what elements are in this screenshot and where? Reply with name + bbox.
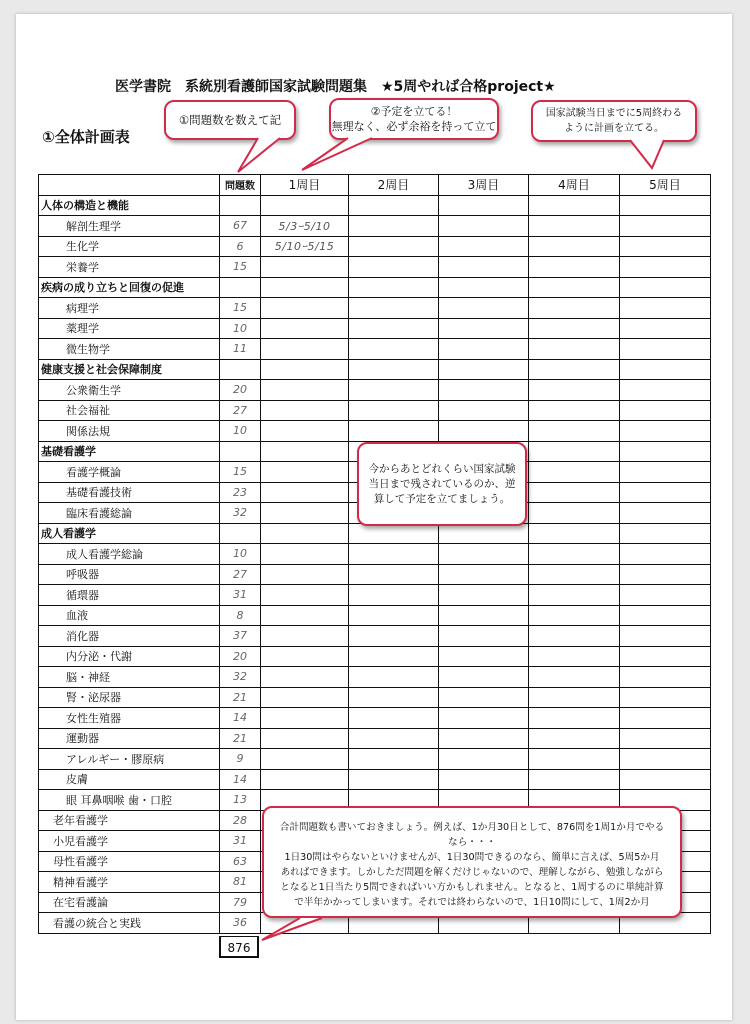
question-count-cell: 10	[220, 544, 261, 565]
subject-label: 腎・泌尿器	[39, 687, 220, 708]
subject-label: 公衆衛生学	[39, 380, 220, 401]
subject-label: 臨床看護総論	[39, 503, 220, 524]
question-count-cell: 28	[220, 810, 261, 831]
question-count-cell: 37	[220, 626, 261, 647]
question-count-cell: 36	[220, 913, 261, 934]
question-count-cell: 15	[220, 257, 261, 278]
question-count-cell: 15	[220, 298, 261, 319]
round4-header: 4周目	[529, 175, 620, 196]
callout-total-line4: あればできます。しかしただ問題を解くだけじゃないので、理解しながら、勉強しながら	[280, 867, 664, 878]
callout-count-text: ①問題数を数えて記	[178, 113, 282, 127]
question-count-cell: 10	[220, 421, 261, 442]
question-count-cell: 21	[220, 728, 261, 749]
question-count-cell: 15	[220, 462, 261, 483]
question-count-cell: 11	[220, 339, 261, 360]
callout-reverse-line1: 今からあとどれくらい国家試験	[368, 463, 516, 475]
round1-cell: 5/10ｰ5/15	[261, 236, 349, 257]
subject-label: 栄養学	[39, 257, 220, 278]
callout-reverse-line3: 算して予定を立てましょう。	[373, 493, 511, 505]
category-label: 疾病の成り立ちと回復の促進	[39, 277, 220, 298]
subject-label: 精神看護学	[39, 872, 220, 893]
question-count-cell: 23	[220, 482, 261, 503]
subject-label: 内分泌・代謝	[39, 646, 220, 667]
question-count-cell: 27	[220, 400, 261, 421]
subject-label: 脳・神経	[39, 667, 220, 688]
question-count-cell: 21	[220, 687, 261, 708]
round5-header: 5周目	[620, 175, 711, 196]
subject-label: 在宅看護論	[39, 892, 220, 913]
question-count-cell: 14	[220, 769, 261, 790]
subject-label: 関係法規	[39, 421, 220, 442]
subject-label: 病理学	[39, 298, 220, 319]
round2-header: 2周目	[349, 175, 439, 196]
document-title: 医学書院 系統別看護師国家試験問題集 ★5周やれば合格project★	[115, 79, 556, 95]
question-count-cell: 13	[220, 790, 261, 811]
subject-label: 消化器	[39, 626, 220, 647]
count-header: 問題数	[220, 175, 261, 196]
subject-label: 老年看護学	[39, 810, 220, 831]
subject-label: 基礎看護技術	[39, 482, 220, 503]
subject-label: 皮膚	[39, 769, 220, 790]
subject-label: 生化学	[39, 236, 220, 257]
callout-total-line1: 合計問題数も書いておきましょう。例えば、1か月30日として、876問を1周1か月でやる	[279, 822, 665, 833]
question-count-cell: 63	[220, 851, 261, 872]
round3-header: 3周目	[439, 175, 529, 196]
callout-total-line5: となると1日当たり5問できればいい方かもしれません。となると、1周するのに単純計算	[280, 882, 664, 893]
subject-label: 呼吸器	[39, 564, 220, 585]
callout-exam-line2: ように計画を立てる。	[564, 123, 664, 134]
callout-reverse-line2: 当日まで残されているのか、逆	[368, 478, 516, 490]
subject-label: 循環器	[39, 585, 220, 606]
total-count: 876	[219, 936, 259, 958]
question-count-cell: 67	[220, 216, 261, 237]
category-label: 成人看護学	[39, 523, 220, 544]
subject-label: 血液	[39, 605, 220, 626]
question-count-cell: 20	[220, 646, 261, 667]
subject-label: 看護学概論	[39, 462, 220, 483]
callout-total-line6: で半年かかってしまいます。それでは終わらないので、1日10問にして、1周2か月	[294, 897, 650, 908]
callout-schedule-line1: ②予定を立てる！	[370, 105, 458, 118]
callout-schedule-line2: 無理なく、必ず余裕を持って立て	[331, 120, 497, 133]
question-count-cell: 31	[220, 831, 261, 852]
subject-label: 小児看護学	[39, 831, 220, 852]
question-count-cell: 20	[220, 380, 261, 401]
subject-label: 女性生殖器	[39, 708, 220, 729]
subject-label: 成人看護学総論	[39, 544, 220, 565]
subject-label: 解剖生理学	[39, 216, 220, 237]
subject-label: 母性看護学	[39, 851, 220, 872]
round1-cell: 5/3ｰ5/10	[261, 216, 349, 237]
question-count-cell: 32	[220, 503, 261, 524]
subject-label: アレルギー・膠原病	[39, 749, 220, 770]
subject-label: 眼 耳鼻咽喉 歯・口腔	[39, 790, 220, 811]
question-count-cell: 27	[220, 564, 261, 585]
callout-exam-line1: 国家試験当日までに5周終わる	[545, 108, 683, 119]
question-count-cell: 31	[220, 585, 261, 606]
question-count-cell: 32	[220, 667, 261, 688]
subject-label: 看護の統合と実践	[39, 913, 220, 934]
question-count-cell: 8	[220, 605, 261, 626]
callout-total-line3: 1日30問はやらないといけませんが、1日30問できるのなら、簡単に言えば、5周5か月	[284, 852, 660, 863]
round1-header: 1周目	[261, 175, 349, 196]
subject-label: 社会福祉	[39, 400, 220, 421]
question-count-cell: 79	[220, 892, 261, 913]
category-label: 健康支援と社会保障制度	[39, 359, 220, 380]
question-count-cell: 9	[220, 749, 261, 770]
subject-label: 微生物学	[39, 339, 220, 360]
category-label: 人体の構造と機能	[39, 195, 220, 216]
callout-total-line2: なら・・・	[448, 837, 496, 848]
subject-label: 運動器	[39, 728, 220, 749]
subject-label: 薬理学	[39, 318, 220, 339]
question-count-cell: 14	[220, 708, 261, 729]
plan-subtitle: ①全体計画表	[42, 128, 130, 146]
question-count-cell: 6	[220, 236, 261, 257]
question-count-cell: 81	[220, 872, 261, 893]
question-count-cell: 10	[220, 318, 261, 339]
category-label: 基礎看護学	[39, 441, 220, 462]
